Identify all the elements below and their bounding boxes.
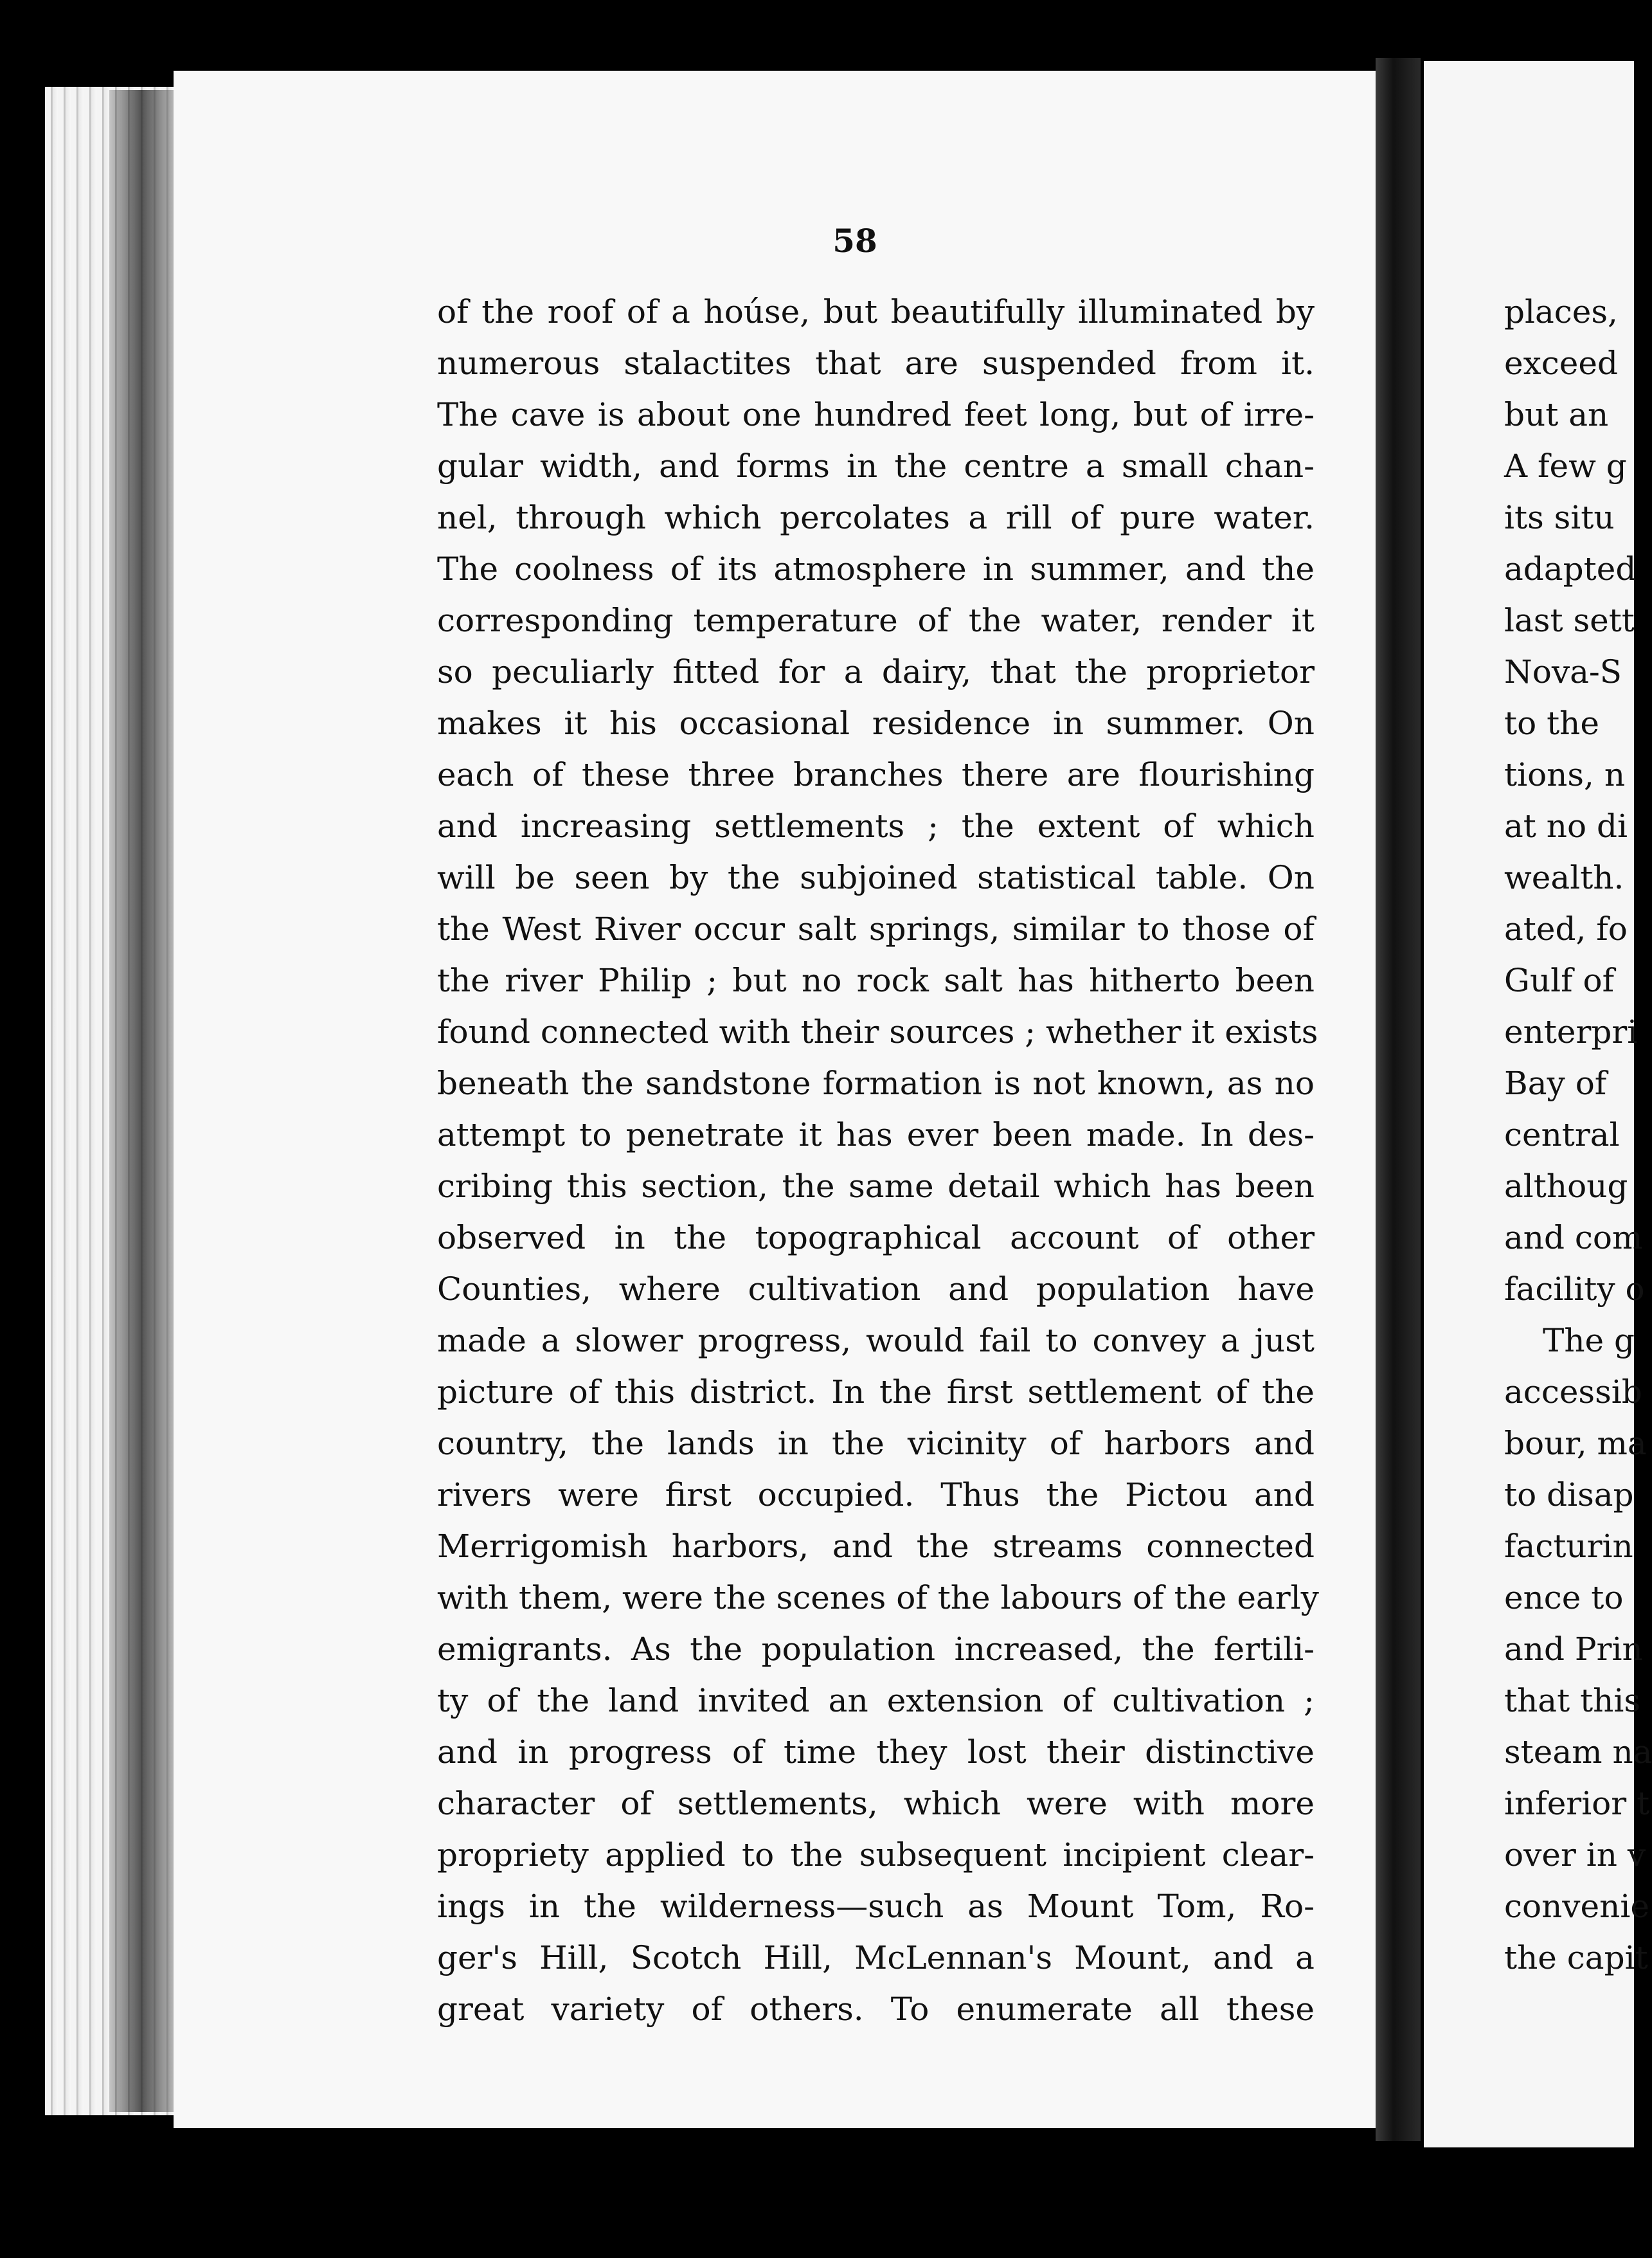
page-edge-shadow [109,90,180,2112]
scan-speck [1041,39,1045,71]
text-line: the West River occur salt springs, similar to those of [437,910,1315,948]
text-line: character of settlements, which were with more [437,1785,1315,1822]
text-line: steam na [1504,1733,1652,1771]
text-line: and in progress of time they lost their distinctive [437,1733,1315,1771]
text-line: The coolness of its atmosphere in summer, and the [437,550,1315,588]
text-line: will be seen by the subjoined statistical table. On [437,859,1315,896]
text-line: to the [1504,705,1599,742]
text-line: last sett [1504,602,1635,639]
text-line: bour, ma [1504,1425,1647,1462]
text-line: of the roof of a hoúse, but beautifully illuminated by [437,293,1315,330]
text-line: ated, fo [1504,910,1628,948]
text-line: accessib [1504,1373,1642,1411]
text-line: Nova-S [1504,653,1622,691]
text-line: ty of the land invited an extension of cultivation ; [437,1682,1315,1719]
book-gutter [1376,58,1421,2141]
text-line: the river Philip ; but no rock salt has hitherto been [437,962,1315,999]
text-line: and com [1504,1219,1643,1256]
text-line: with them, were the scenes of the labours of the early [437,1579,1319,1616]
text-line: Merrigomish harbors, and the streams connected [437,1528,1315,1565]
text-line: its situ [1504,499,1615,536]
text-line: makes it his occasional residence in summer. On [437,705,1315,742]
text-line: corresponding temperature of the water, render it [437,602,1315,639]
text-line: picture of this district. In the first settlement of the [437,1373,1315,1411]
text-line: observed in the topographical account of other [437,1219,1315,1256]
text-line: exceed [1504,345,1618,382]
text-line: great variety of others. To enumerate all these [437,1991,1315,2028]
text-line: Gulf of [1504,962,1615,999]
text-line: propriety applied to the subsequent incipient clear- [437,1836,1315,1874]
text-line: and increasing settlements ; the extent of which [437,808,1315,845]
text-line: central [1504,1116,1620,1153]
text-line: beneath the sandstone formation is not known, as no [437,1065,1315,1102]
text-line: The g [1543,1322,1635,1359]
text-line: attempt to penetrate it has ever been made. In des- [437,1116,1315,1153]
text-line: inferior t [1504,1785,1650,1822]
text-line: ger's Hill, Scotch Hill, McLennan's Mount, and a [437,1939,1315,1976]
text-line: emigrants. As the population increased, the fertili- [437,1630,1315,1668]
text-line: Bay of [1504,1065,1607,1102]
text-line: convenie [1504,1888,1649,1925]
text-line: the capit [1504,1939,1648,1976]
text-line: and Prin [1504,1630,1643,1668]
text-line: to disap [1504,1476,1634,1513]
text-line: so peculiarly fitted for a dairy, that the proprietor [437,653,1315,691]
text-line: each of these three branches there are flourishing [437,756,1315,793]
text-line: ence to [1504,1579,1624,1616]
text-line: nel, through which percolates a rill of pure water. [437,499,1315,536]
text-line: cribing this section, the same detail which has been [437,1168,1315,1205]
text-line: facturin [1504,1528,1633,1565]
text-line: althoug [1504,1168,1628,1205]
text-line: but an [1504,396,1609,433]
text-line: adapted [1504,550,1637,588]
text-line: that this [1504,1682,1641,1719]
text-line: made a slower progress, would fail to convey a just [437,1322,1315,1359]
page-number: 58 [832,222,877,260]
text-line: Counties, where cultivation and population have [437,1270,1315,1308]
text-line: wealth. [1504,859,1624,896]
text-line: at no di [1504,808,1628,845]
text-line: ings in the wilderness—such as Mount Tom, Ro- [437,1888,1315,1925]
scan-speck [784,2237,829,2244]
text-line: country, the lands in the vicinity of harbors and [437,1425,1315,1462]
text-line: facility o [1504,1270,1645,1308]
text-line: found connected with their sources ; whether it exists [437,1013,1318,1051]
right-page-text [1504,286,1652,1983]
text-line: rivers were first occupied. Thus the Pictou and [437,1476,1315,1513]
scan-speck [723,0,749,5]
text-line: The cave is about one hundred feet long, but of irre- [437,396,1315,433]
text-line: gular width, and forms in the centre a small chan- [437,447,1315,485]
text-line: over in v [1504,1836,1646,1874]
text-line: places, [1504,293,1618,330]
text-line: A few g [1504,447,1627,485]
text-line: enterpri [1504,1013,1638,1051]
left-page-text [437,286,1319,2035]
text-line: numerous stalactites that are suspended from it. [437,345,1315,382]
text-line: tions, n [1504,756,1626,793]
